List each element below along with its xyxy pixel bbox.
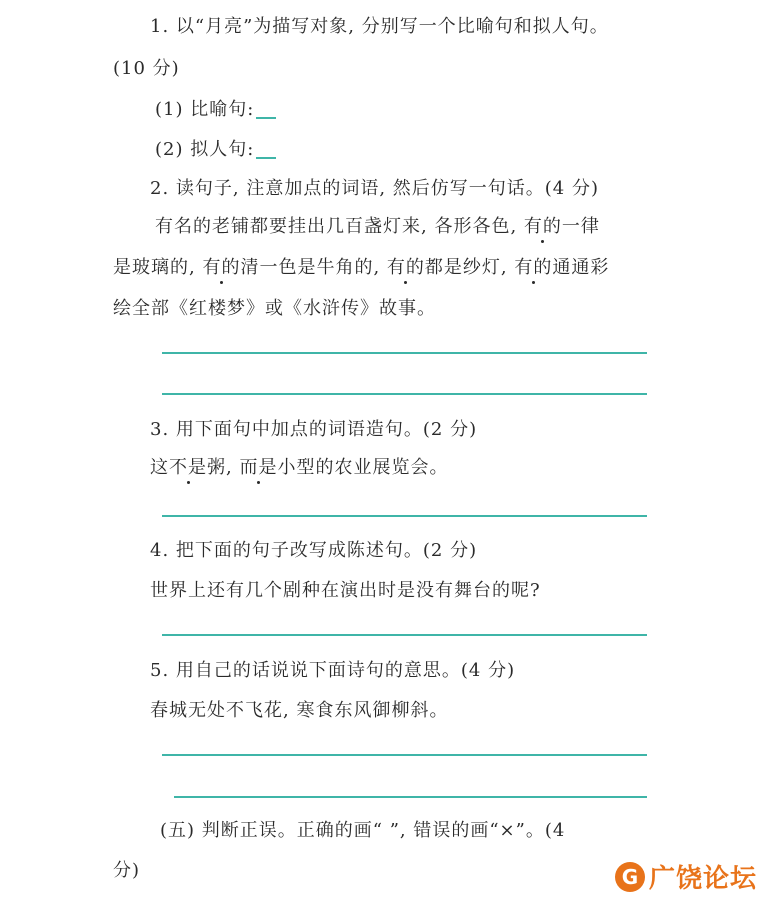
q4-sentence: 世界上还有几个剧种在演出时是没有舞台的呢? [150,580,541,601]
q1-title: 1. 以“月亮”为描写对象, 分别写一个比喻句和拟人句。 [150,16,609,37]
answer-line[interactable] [162,515,647,517]
dotted-word: 有的 [386,257,425,278]
q4-title: 4. 把下面的句子改写成陈述句。(2 分) [150,540,478,561]
dotted-word: 有的 [514,257,553,278]
dotted-word: 而是 [239,457,278,478]
q5-sentence: 春城无处不飞花, 寒食东风御柳斜。 [150,700,449,721]
q2-passage-line-3 [113,296,436,322]
answer-blank[interactable] [256,117,276,119]
dotted-word: 有的 [202,257,241,278]
q5-title: 5. 用自己的话说说下面诗句的意思。(4 分) [150,660,516,681]
q2-title: 2. 读句子, 注意加点的词语, 然后仿写一句话。(4 分) [150,178,599,199]
q2-passage-line-1 [155,214,600,240]
q1-sub1 [155,97,276,123]
q1-sub2-label: (2) 拟人句: [155,139,255,160]
answer-line[interactable] [162,393,647,395]
answer-line[interactable] [162,634,647,636]
dotted-word: 有的 [523,216,562,237]
answer-line[interactable] [162,754,647,756]
passage-text: 有名的老铺都要挂出几百盏灯来, 各形各色, [155,216,524,237]
q1-sub1-label: (1) 比喻句: [155,99,255,120]
passage-text: 绘全部《红楼梦》或《水浒传》故事。 [113,298,436,319]
sentence-text: 粥, [207,457,240,478]
logo-text: 广饶论坛 [649,864,758,894]
logo-icon: G [615,862,645,892]
q3-sentence [150,455,448,481]
watermark-logo [615,858,757,895]
q1-sub2 [155,137,276,163]
answer-line[interactable] [162,352,647,354]
sentence-text: 小型的农业展览会。 [277,457,449,478]
dotted-word: 不是 [169,457,207,478]
sentence-text: 这 [150,457,169,478]
passage-text: 一律 [561,216,600,237]
section5-score: 分) [113,860,141,881]
q3-title: 3. 用下面句中加点的词语造句。(2 分) [150,419,478,440]
passage-text: 都是纱灯, [424,257,515,278]
section5-title: (五) 判断正误。正确的画“ ”, 错误的画“×”。(4 [160,820,566,841]
passage-text: 通通彩 [552,257,610,278]
q1-score: (10 分) [113,58,180,79]
q2-passage-line-2 [113,255,609,281]
answer-blank[interactable] [256,157,276,159]
answer-line[interactable] [174,796,647,798]
passage-text: 清一色是牛角的, [240,257,387,278]
passage-text: 是玻璃的, [113,257,203,278]
